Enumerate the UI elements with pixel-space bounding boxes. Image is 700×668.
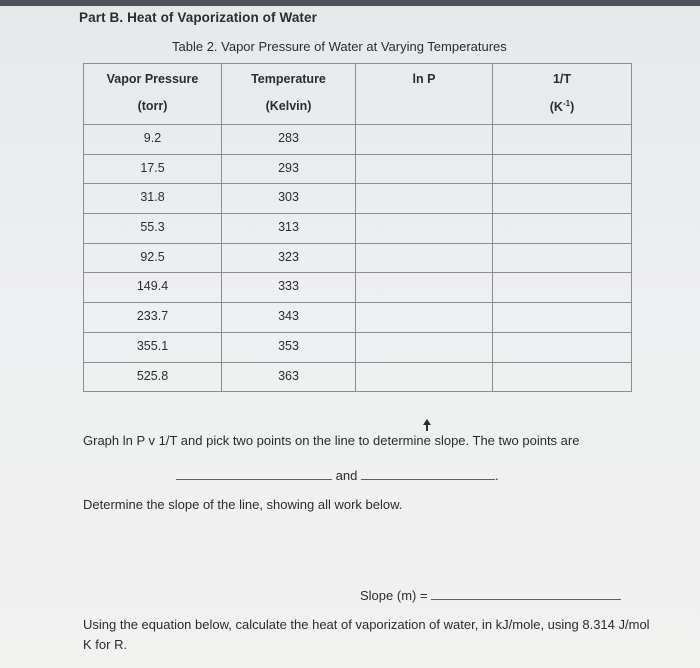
ln-p-cell[interactable] xyxy=(356,332,493,362)
inverse-kelvin-unit: $(K^{-1})$ xyxy=(549,99,575,115)
temperature-cell: 353 xyxy=(222,332,356,362)
slope-blank[interactable] xyxy=(431,587,621,600)
inverse-t-cell[interactable] xyxy=(493,154,632,184)
pressure-cell: 233.7 xyxy=(84,303,222,333)
header-temperature: Temperature (Kelvin) xyxy=(222,64,356,125)
ln-p-cell[interactable] xyxy=(356,125,493,155)
pressure-cell: 355.1 xyxy=(84,332,222,362)
temperature-cell: 323 xyxy=(222,243,356,273)
pressure-cell: 17.5 xyxy=(84,154,222,184)
inverse-t-cell[interactable] xyxy=(493,303,632,333)
ln-p-cell[interactable] xyxy=(356,362,493,392)
ln-p-cell[interactable] xyxy=(356,273,493,303)
ln-p-cell[interactable] xyxy=(356,303,493,333)
temperature-cell: 343 xyxy=(222,303,356,333)
inverse-t-cell[interactable] xyxy=(493,214,632,244)
ln-p-cell[interactable] xyxy=(356,214,493,244)
graph-instruction: Graph ln P v 1/T and pick two points on the line to determine slope. The two points are xyxy=(83,433,580,448)
pressure-cell: 55.3 xyxy=(84,214,222,244)
pressure-cell: 31.8 xyxy=(84,184,222,214)
table-header-row xyxy=(84,64,632,125)
two-points-answer-line xyxy=(176,467,499,483)
inverse-t-cell[interactable] xyxy=(493,332,632,362)
header-ln-p: ln P xyxy=(356,64,493,125)
header-inverse-t: 1/T $(K^{-1})$ xyxy=(493,64,632,125)
header-vapor-pressure: Vapor Pressure (torr) xyxy=(84,64,222,125)
temperature-cell: 333 xyxy=(222,273,356,303)
table-row xyxy=(84,332,632,362)
table-row xyxy=(84,125,632,155)
pressure-cell: 525.8 xyxy=(84,362,222,392)
and-label: and xyxy=(335,468,358,483)
table-row xyxy=(84,303,632,333)
mouse-cursor-icon xyxy=(423,419,431,431)
top-edge-bar xyxy=(0,0,700,6)
inverse-t-cell[interactable] xyxy=(493,362,632,392)
points-period: . xyxy=(494,468,499,483)
table-row xyxy=(84,243,632,273)
part-title: Part B. Heat of Vaporization of Water xyxy=(79,10,317,25)
heat-of-vaporization-instruction: Using the equation below, calculate the heat of vaporization of water, in kJ/mole, using 8.314 J/mol K for R. xyxy=(83,617,650,652)
inverse-t-cell[interactable] xyxy=(493,243,632,273)
temperature-cell: 293 xyxy=(222,154,356,184)
temperature-cell: 283 xyxy=(222,125,356,155)
pressure-cell: 92.5 xyxy=(84,243,222,273)
pressure-cell: 9.2 xyxy=(84,125,222,155)
point-two-blank[interactable] xyxy=(361,467,495,480)
point-one-blank[interactable] xyxy=(176,467,332,480)
table-row xyxy=(84,214,632,244)
inverse-t-cell[interactable] xyxy=(493,125,632,155)
table-row xyxy=(84,362,632,392)
table-row xyxy=(84,273,632,303)
ln-p-cell[interactable] xyxy=(356,184,493,214)
table-row xyxy=(84,184,632,214)
temperature-cell: 303 xyxy=(222,184,356,214)
temperature-cell: 363 xyxy=(222,362,356,392)
vapor-pressure-table xyxy=(83,63,632,392)
ln-p-cell[interactable] xyxy=(356,154,493,184)
determine-slope-instruction: Determine the slope of the line, showing all work below. xyxy=(83,497,403,512)
inverse-t-cell[interactable] xyxy=(493,273,632,303)
table-caption: Table 2. Vapor Pressure of Water at Varying Temperatures xyxy=(172,39,507,54)
table-row xyxy=(84,154,632,184)
slope-answer-line xyxy=(360,587,621,603)
ln-p-cell[interactable] xyxy=(356,243,493,273)
temperature-cell: 313 xyxy=(222,214,356,244)
inverse-t-cell[interactable] xyxy=(493,184,632,214)
slope-label: Slope (m) = xyxy=(360,588,428,603)
pressure-cell: 149.4 xyxy=(84,273,222,303)
